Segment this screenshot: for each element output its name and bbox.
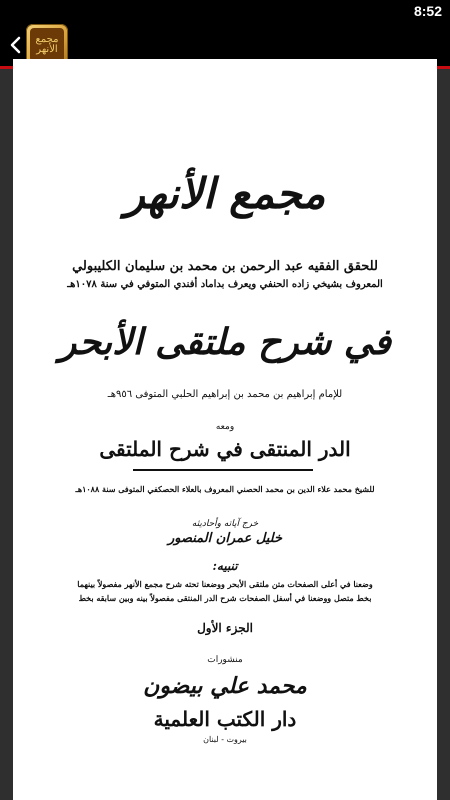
author-line-2: المعروف بشيخي زاده الحنفي ويعرف بداماد أفندي المتوفي في سنة ١٠٧٨هـ <box>67 279 383 290</box>
title-underline <box>133 469 313 471</box>
publisher-owner: محمد علي بيضون <box>143 673 307 699</box>
subtitle: في شرح ملتقى الأبحر <box>58 321 391 363</box>
author-line-1: للحقق الفقيه عبد الرحمن بن محمد بن سليمان الكليبولي <box>72 259 378 274</box>
app-logo-text: مجمع الأنهر <box>35 34 59 55</box>
note-line-1: وضعنا في أعلى الصفحات متن ملتقى الأبحر ووضعنا تحته شرح مجمع الأنهر مفصولاً بينهما <box>77 579 373 589</box>
app-logo-inner <box>30 28 64 62</box>
chevron-left-icon[interactable] <box>8 35 22 55</box>
book-title: مجمع الأنهر <box>124 169 326 218</box>
publisher-city: بيروت - لبنان <box>203 735 247 744</box>
commentary-title: الدر المنتقى في شرح الملتقى <box>99 437 351 461</box>
status-time: 8:52 <box>413 3 442 19</box>
status-bar <box>0 0 450 24</box>
volume-label: الجزء الأول <box>197 621 253 635</box>
verifier-name: خليل عمران المنصور <box>167 531 283 546</box>
verified-label: خرج آياته وأحاديثه <box>191 519 259 529</box>
book-cover-page[interactable] <box>13 59 437 800</box>
publisher-name: دار الكتب العلمية <box>153 707 297 731</box>
author-line-3: للإمام إبراهيم بن محمد بن إبراهيم الحلبي المتوفى ٩٥٦هـ <box>107 389 343 400</box>
note-label: تنبيه: <box>212 559 238 573</box>
note-line-2: بخط متصل ووضعنا في أسفل الصفحات شرح الدر المنتقى مفصولاً بينه وبين سابقه بخط <box>78 593 372 603</box>
publications-label: منشورات <box>207 655 243 665</box>
author-line-4: للشيخ محمد علاء الدين بن محمد الحصني المعروف بالعلاء الحصكفي المتوفى سنة ١٠٨٨هـ <box>75 484 375 494</box>
with-label: ومعه <box>215 422 235 432</box>
